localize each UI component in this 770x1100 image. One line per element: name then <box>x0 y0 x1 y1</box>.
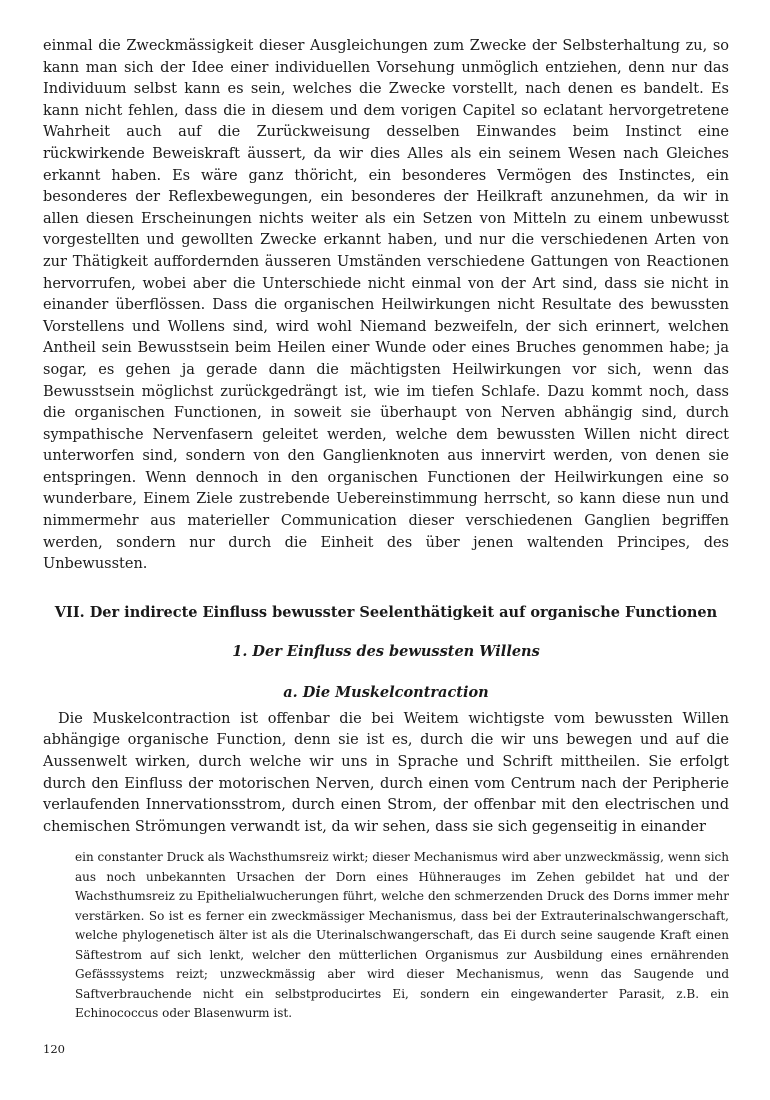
footnote: ein constanter Druck als Wachsthumsreiz wirkt; dieser Mechanismus wird aber unzweckmässig, wenn sich aus noch unbekannten Ursachen der Dorn eines Hühnerauges im Zehen gebildet hat und der Wachsthumsreiz zu Epithelialwucherungen führt, welche den schmerzenden Druck des Dorns immer mehr verstärken. So ist es ferner ein zweckmässiger Mechanismus, dass bei der Extrauterinalschwangerschaft, welche phylogenetisch älter ist als die Uterinalschwangerschaft, das Ei durch seine saugende Kraft einen Säftestrom auf sich lenkt, welcher den mütterlichen Organismus zur Ausbildung eines ernährenden Gefässsystems reizt; unzweckmässig aber wird dieser Mechanismus, wenn das Saugende und Saftverbrauchende nicht ein selbstproducirtes Ei, sondern ein eingewanderter Parasit, z.B. ein Echinococcus oder Blasenwurm ist. <box>75 850 729 1021</box>
page-body <box>43 36 729 1024</box>
section-heading: VII. Der indirecte Einfluss bewusster Seelenthätigkeit auf organische Functionen <box>54 603 718 621</box>
subsection-heading: 1. Der Einfluss des bewussten Willens <box>232 642 540 660</box>
subsubsection-heading: a. Die Muskelcontraction <box>283 683 489 701</box>
body-paragraph: einmal die Zweckmässigkeit dieser Ausgleichungen zum Zwecke der Selbsterhaltung zu, so kann man sich der Idee einer individuellen Vorsehung unmöglich entziehen, denn nur das Individuum selbst kann es sein, welches die Zwecke vorstellt, nach denen es bandelt. Es kann nicht fehlen, dass die in diesem und dem vorigen Capitel so eclatant hervorgetretene Wahrheit auch auf die Zurückweisung desselben Einwandes beim Instinct eine rückwirkende Beweiskraft äussert, da wir dies Alles als ein seinem Wesen nach Gleiches erkannt haben. Es wäre ganz thöricht, ein besonderes Vermögen des Instinctes, ein besonderes der Reflexbewegungen, ein besonderes der Heilkraft anzunehmen, da wir in allen diesen Erscheinungen nichts weiter als ein Setzen von Mitteln zu einem unbewusst vorgestellten und gewollten Zwecke erkannt haben, und nur die verschiedenen Arten von zur Thätigkeit auffordernden äusseren Umständen verschiedene Gattungen von Reactionen hervorrufen, wobei aber die Unterschiede nicht einmal von der Art sind, dass sie nicht in einander überflössen. Dass die organischen Heilwirkungen nicht Resultate des bewussten Vorstellens und Wollens sind, wird wohl Niemand bezweifeln, der sich erinnert, welchen Antheil sein Bewusstsein beim Heilen einer Wunde oder eines Bruches genommen habe; ja sogar, es gehen ja gerade dann die mächtigsten Heilwirkungen vor sich, wenn das Bewusstsein möglichst zurückgedrängt ist, wie im tiefen Schlafe. Dazu kommt noch, dass die organischen Functionen, in soweit sie überhaupt von Nerven abhängig sind, durch sympathische Nervenfasern geleitet werden, welche dem bewussten Willen nicht direct unterworfen sind, sondern von den Ganglienknoten aus innervirt werden, von denen sie entspringen. Wenn dennoch in den organischen Functionen der Heilwirkungen eine so wunderbare, Einem Ziele zustrebende Uebereinstimmung herrscht, so kann diese nun und nimmermehr aus materieller Communication dieser verschiedenen Ganglien begriffen werden, sondern nur durch die Einheit des über jenen waltenden Principes, des Unbewussten. <box>43 38 729 573</box>
page-number: 120 <box>43 1042 65 1056</box>
body-paragraph: Die Muskelcontraction ist offenbar die bei Weitem wichtigste vom bewussten Willen abhängige organische Function, denn sie ist es, durch die wir uns bewegen und auf die Aussenwelt wirken, durch welche wir uns in Sprache und Schrift mittheilen. Sie erfolgt durch den Einfluss der motorischen Nerven, durch einen vom Centrum nach der Peripherie verlaufenden Innervationsstrom, durch einen Strom, der offenbar mit den electrischen und chemischen Strömungen verwandt ist, da wir sehen, dass sie sich gegenseitig in einander <box>43 710 729 835</box>
